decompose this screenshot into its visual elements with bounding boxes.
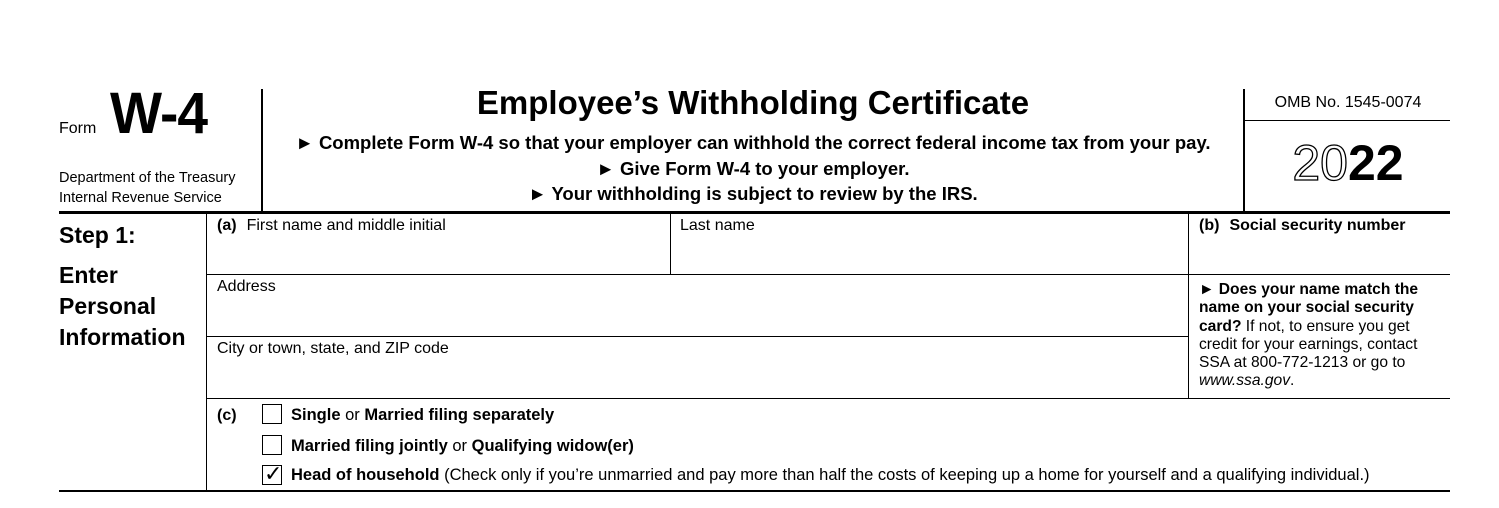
- ssn-label-text: Social security number: [1229, 217, 1406, 234]
- ssn-field[interactable]: [1189, 215, 1450, 274]
- checkbox-married-jointly[interactable]: [262, 435, 282, 455]
- ssa-website-link[interactable]: www.ssa.gov: [1199, 372, 1290, 390]
- first-name-label: [217, 217, 446, 235]
- form-word: Form: [59, 120, 97, 137]
- option-head-of-household-label: [291, 466, 1370, 485]
- instruction-1: [262, 132, 1244, 154]
- field-c-letter: (c): [217, 407, 237, 424]
- form-title: Employee’s Withholding Certificate: [476, 84, 1030, 121]
- ssn-name-match-note: [1199, 281, 1451, 391]
- option-1-bold-2: Married filing separately: [364, 406, 555, 424]
- ssn-note-text: If not, to ensure you get credit for your earnings, contact SSA at 800-772-1213 or go to: [1199, 317, 1418, 372]
- arrow-icon: ►: [528, 183, 547, 204]
- city-state-zip-label: City or town, state, and ZIP code: [217, 340, 449, 357]
- department-line-2: Internal Revenue Service: [59, 190, 222, 206]
- address-label: Address: [217, 278, 276, 295]
- instruction-3: [262, 183, 1244, 205]
- department-text: [59, 168, 236, 208]
- field-a-letter: (a): [217, 217, 237, 234]
- year-suffix: 22: [1348, 135, 1404, 191]
- row-3-bottom-rule: [206, 398, 1450, 399]
- option-1-bold-1: Single: [291, 406, 341, 424]
- omb-divider: [1245, 120, 1450, 121]
- first-name-field[interactable]: [207, 215, 670, 274]
- option-1-mid: or: [340, 406, 365, 424]
- field-b-letter: (b): [1199, 217, 1220, 234]
- instruction-2-text: Give Form W-4 to your employer.: [619, 158, 910, 179]
- instruction-2: [262, 158, 1244, 180]
- arrow-icon: ►: [295, 132, 314, 153]
- checkbox-head-of-household[interactable]: [262, 461, 283, 486]
- option-3-rest: (Check only if you’re unmarried and pay more than half the costs of keeping up a home for yourself and a qualifying individual.): [439, 466, 1370, 484]
- header-bottom-rule: [59, 211, 1450, 214]
- checkmark-icon: ✓: [264, 461, 283, 486]
- city-state-zip-field[interactable]: [207, 337, 1188, 398]
- arrow-icon: ►: [596, 158, 615, 179]
- ssn-note-question: Does your name match the name on your social security card?: [1199, 281, 1419, 335]
- option-2-mid: or: [447, 437, 472, 455]
- option-married-jointly-label: [291, 437, 634, 456]
- step-1-title-line-1: Enter: [59, 262, 118, 288]
- last-name-field[interactable]: [671, 215, 1188, 274]
- form-number: W-4: [110, 81, 208, 146]
- checkbox-single[interactable]: [262, 404, 282, 424]
- option-2-bold-1: Married filing jointly: [291, 437, 448, 455]
- arrow-icon: ►: [1199, 281, 1215, 298]
- first-name-label-text: First name and middle initial: [246, 217, 446, 234]
- step-1-title: [59, 260, 186, 353]
- step-1-bottom-rule: [59, 490, 1450, 492]
- department-line-1: Department of the Treasury: [59, 170, 236, 186]
- option-3-bold-1: Head of household: [291, 466, 440, 484]
- year-prefix: 20: [1292, 135, 1348, 191]
- option-single-label: [291, 406, 554, 425]
- step-1-title-line-3: Information: [59, 324, 186, 350]
- ssn-label: [1199, 217, 1406, 235]
- tax-year: [1246, 134, 1450, 192]
- omb-number: OMB No. 1545-0074: [1274, 94, 1422, 111]
- step-1-title-line-2: Personal: [59, 293, 157, 319]
- ssn-note-end: .: [1290, 372, 1295, 390]
- instruction-3-text: Your withholding is subject to review by the IRS.: [551, 183, 978, 204]
- step-1-label: Step 1:: [59, 222, 136, 248]
- last-name-label: Last name: [680, 217, 755, 234]
- option-2-bold-2: Qualifying widow(er): [471, 437, 634, 455]
- instruction-1-text: Complete Form W-4 so that your employer can withhold the correct federal income tax from your pay.: [318, 132, 1211, 153]
- address-field[interactable]: [207, 275, 1188, 336]
